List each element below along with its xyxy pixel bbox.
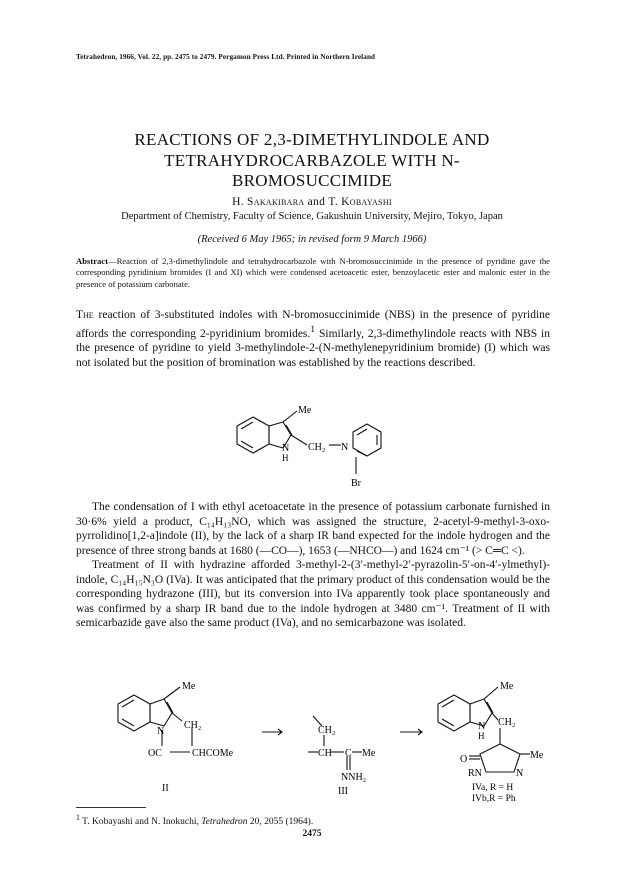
footnote-reference: 20, 2055 (1964).: [247, 817, 314, 828]
iv-methyl-label: Me: [500, 681, 514, 692]
article-title: [60, 130, 564, 192]
paragraph-2: The condensation of I with ethyl acetoacetate in the presence of potassium carbonate furnished in 30·6% yield a product, C₁₄H₁₃NO, which was assigned the structure, 2-acetyl-9-methyl-3-oxo-pyrrolidino[1,2-a]indole (II), by the lack of a sharp IR band expected for the indole hydrogen and the presence of three strong bands at 1680 (—CO—), 1653 (—NHCO—) and 1624 cm⁻¹ (> C═C <).: [76, 501, 550, 557]
indole-h-label: H: [282, 453, 289, 463]
compound-iva-label: IVa, R = H: [472, 783, 514, 793]
structure-figure-1: [225, 400, 415, 492]
title-line-1: REACTIONS OF 2,3-DIMETHYLINDOLE AND: [134, 130, 490, 149]
footnote-journal: Tetrahedron: [201, 817, 248, 828]
ii-oc-label: OC: [148, 748, 162, 759]
footnote-rule: [76, 807, 146, 808]
paragraph-3: Treatment of II with hydrazine afforded 3-methyl-2-(3′-methyl-2′-pyrazolin-5′-on-4′-ylmethyl)-indole, C₁₄H₁₅N₃O (IVa). It was anticipated that the primary product of this condensation would be the corresponding hydrazone (III), but its conversion into IVa apparently took place spontaneously and was confirmed by a sharp IR band due to the indole hydrogen at 3480 cm⁻¹. Treatment of II with semicarbazide gave also the same product (IVa), and no semicarbazone was isolated.: [76, 559, 550, 630]
iv-methyl-2-label: Me: [530, 750, 544, 761]
abstract-label: Abstract: [76, 256, 108, 266]
compound-ii-label: II: [162, 783, 169, 794]
ii-pyrrole-ring: [150, 699, 172, 726]
compound-iii-label: III: [338, 786, 348, 797]
pyrazolone-ring: [480, 744, 520, 772]
ii-n-label: N: [157, 726, 165, 737]
methylene-label: CH₂: [308, 442, 326, 453]
author-1: H. Sakakibara: [232, 196, 305, 208]
iv-oxygen-label: O: [460, 754, 468, 765]
footnote: [76, 813, 313, 827]
paragraph-1: [76, 308, 550, 370]
author-2: T. Kobayashi: [328, 196, 392, 208]
iii-nnh2-label: NNH₂: [341, 772, 367, 783]
compound-ivb-label: IVb,R = Ph: [472, 794, 516, 804]
journal-header: Tetrahedron, 1966, Vol. 22, pp. 2475 to 2479. Pergamon Press Ltd. Printed in Northern Ireland: [76, 53, 376, 61]
paragraph-1-lead: The: [76, 309, 94, 321]
author-and: and: [307, 196, 326, 208]
structure-figure-2: [100, 676, 560, 804]
iv-n-label: N: [478, 721, 486, 732]
footnote-authors: T. Kobayashi and N. Inokuchi,: [79, 817, 202, 828]
iv-n2-label: N: [516, 768, 524, 779]
paragraph-1-text-2: Similarly, 2,3-dimethylindole reacts with NBS in the presence of pyridine to yield 3-methylindole-2-(N-methylenepyridinium bromide) (I) which was not isolated but the position of bromination was established by the reactions described.: [76, 327, 550, 369]
iii-methyl-label: Me: [362, 748, 376, 759]
iii-ch-label: CH: [318, 748, 332, 759]
ii-chcome-label: CHCOMe: [192, 748, 234, 759]
received-date: (Received 6 May 1965; in revised form 9 March 1966): [197, 234, 427, 245]
affiliation: Department of Chemistry, Faculty of Science, Gakushuin University, Mejiro, Tokyo, Japan: [121, 211, 503, 222]
title-line-3: BROMOSUCCIMIDE: [231, 171, 393, 190]
page-number: 2475: [302, 829, 322, 839]
iv-rn-label: RN: [468, 768, 482, 779]
pyridinium-n-label: N: [341, 442, 349, 453]
abstract: [76, 256, 550, 290]
title-line-2: TETRAHYDROCARBAZOLE WITH N-: [164, 150, 460, 170]
methyl-label: Me: [298, 405, 312, 416]
paragraph-1-text: reaction of 3-substituted indoles with N-bromosuccinimide (NBS) in the presence of pyridine affords the corresponding 2-pyridinium bromides.: [76, 309, 550, 340]
ii-ch2-label: CH₂: [184, 720, 202, 731]
reference-marker: 1: [310, 323, 316, 335]
iv-ch2-label: CH₂: [498, 717, 516, 728]
ii-methyl-label: Me: [182, 681, 196, 692]
iii-ch2-label: CH₂: [318, 725, 336, 736]
indole-n-label: N: [282, 443, 290, 454]
author-line: [60, 196, 564, 208]
bromide-label: Br: [351, 478, 361, 489]
iii-c-label: C: [345, 748, 352, 759]
footnote-marker: 1: [76, 813, 80, 822]
abstract-text: —Reaction of 2,3-dimethylindole and tetrahydrocarbazole with N-bromosuccinimide in the presence of pyridine gave the corresponding pyridinium bromides (I and XI) which were condensed acetoacetic ester, benzoylacetic ester and malonic ester in the presence of potassium carbonate.: [76, 256, 550, 289]
iv-h-label: H: [478, 731, 485, 741]
